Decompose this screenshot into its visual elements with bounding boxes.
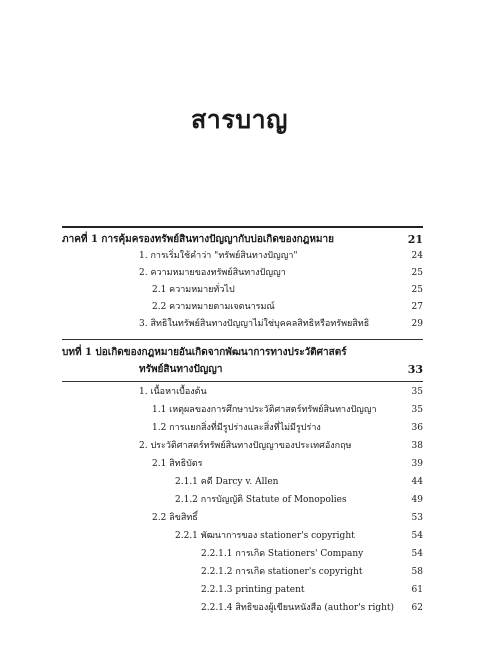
toc-entry-text: 2.2 ลิขสิทธิ์ <box>152 513 198 523</box>
toc-entry-page: 33 <box>407 363 423 376</box>
toc-entry-text: 2.1.2 การบัญญัติ Statute of Monopolies <box>175 495 347 505</box>
toc-entry[interactable] <box>0 384 479 401</box>
toc-entry-text: 1. เนื้อหาเบื้องต้น <box>139 387 207 397</box>
toc-part-heading[interactable] <box>0 231 479 248</box>
toc-entry-text: 1.1 เหตุผลของการศึกษาประวัติศาสตร์ทรัพย์สินทางปัญญา <box>152 405 377 415</box>
toc-entry-page: 24 <box>411 251 423 261</box>
toc-entry-text: 2.2.1.1 การเกิด Stationers' Company <box>201 549 364 559</box>
chapter-bottom-rule <box>62 381 423 382</box>
toc-entry-page: 25 <box>411 268 423 278</box>
toc-entry-page: 44 <box>411 477 423 487</box>
toc-entry[interactable] <box>0 564 479 581</box>
toc-entry[interactable] <box>0 492 479 509</box>
toc-entry-page: 21 <box>407 233 423 246</box>
toc-entry-page: 54 <box>411 549 423 559</box>
toc-entry[interactable] <box>0 299 479 316</box>
toc-entry-text: 3. สิทธิในทรัพย์สินทางปัญญาไม่ใช่บุคคลสิทธิหรือทรัพยสิทธิ <box>139 319 370 329</box>
toc-entry-page: 35 <box>411 405 423 415</box>
toc-entry-text: 2.2.1.4 สิทธิของผู้เขียนหนังสือ (author's right) <box>201 603 395 613</box>
toc-entry-page: 39 <box>411 459 423 469</box>
toc-entry[interactable] <box>0 265 479 282</box>
toc-entry-text: ทรัพย์สินทางปัญญา <box>139 364 223 375</box>
toc-entry[interactable] <box>0 316 479 333</box>
toc-entry-page: 36 <box>411 423 423 433</box>
toc-entry[interactable] <box>0 474 479 491</box>
toc-entry[interactable] <box>0 510 479 527</box>
toc-entry[interactable] <box>0 402 479 419</box>
toc-entry-text: 2. ความหมายของทรัพย์สินทางปัญญา <box>139 268 286 278</box>
toc-entry-text: 2. ประวัติศาสตร์ทรัพย์สินทางปัญญาของประเทศอังกฤษ <box>139 441 352 451</box>
toc-entry-page: 35 <box>411 387 423 397</box>
toc-entry[interactable] <box>0 438 479 455</box>
toc-chapter-heading[interactable] <box>0 344 479 361</box>
toc-entry-page: 62 <box>411 603 423 613</box>
toc-entry-page: 49 <box>411 495 423 505</box>
toc-entry[interactable] <box>0 546 479 563</box>
toc-entry-text: 1.2 การแยกสิ่งที่มีรูปร่างและสิ่งที่ไม่มีรูปร่าง <box>152 423 321 433</box>
page-title: สารบาญ <box>191 105 288 134</box>
toc-entry[interactable] <box>0 248 479 265</box>
toc-entry-text: 2.1.1 คดี Darcy v. Allen <box>175 477 279 487</box>
toc-entry-page: 25 <box>411 285 423 295</box>
toc-entry-text: 2.2.1.2 การเกิด stationer's copyright <box>201 567 363 577</box>
chapter-top-rule <box>62 339 423 340</box>
toc-entry[interactable] <box>0 600 479 617</box>
toc-entry-text: บทที่ 1 บ่อเกิดของกฎหมายอันเกิดจากพัฒนาการทางประวัติศาสตร์ <box>62 347 347 358</box>
toc-entry-text: 2.2.1.3 printing patent <box>201 585 305 595</box>
toc-entry-page: 27 <box>411 302 423 312</box>
toc-entry[interactable] <box>0 582 479 599</box>
toc-chapter-heading-cont[interactable] <box>0 361 479 378</box>
toc-entry[interactable] <box>0 282 479 299</box>
toc-entry[interactable] <box>0 528 479 545</box>
toc-entry-text: ภาคที่ 1 การคุ้มครองทรัพย์สินทางปัญญากับบ่อเกิดของกฎหมาย <box>62 234 335 245</box>
toc-entry-text: 2.2.1 พัฒนาการของ stationer's copyright <box>175 531 355 541</box>
toc-entry-page: 29 <box>411 319 423 329</box>
toc-entry-text: 2.2 ความหมายตามเจตนารมณ์ <box>152 302 275 312</box>
toc-entry[interactable] <box>0 456 479 473</box>
toc-entry-text: 2.1 สิทธิบัตร <box>152 459 203 469</box>
toc-entry-page: 61 <box>411 585 423 595</box>
toc-entry-page: 58 <box>411 567 423 577</box>
toc-entry-page: 38 <box>411 441 423 451</box>
toc-entry-page: 54 <box>411 531 423 541</box>
toc-entry-text: 1. การเริ่มใช้คำว่า "ทรัพย์สินทางปัญญา" <box>139 251 298 261</box>
part-top-rule <box>62 226 423 228</box>
toc-entry-text: 2.1 ความหมายทั่วไป <box>152 285 235 295</box>
toc-entry[interactable] <box>0 420 479 437</box>
toc-entry-page: 53 <box>411 513 423 523</box>
